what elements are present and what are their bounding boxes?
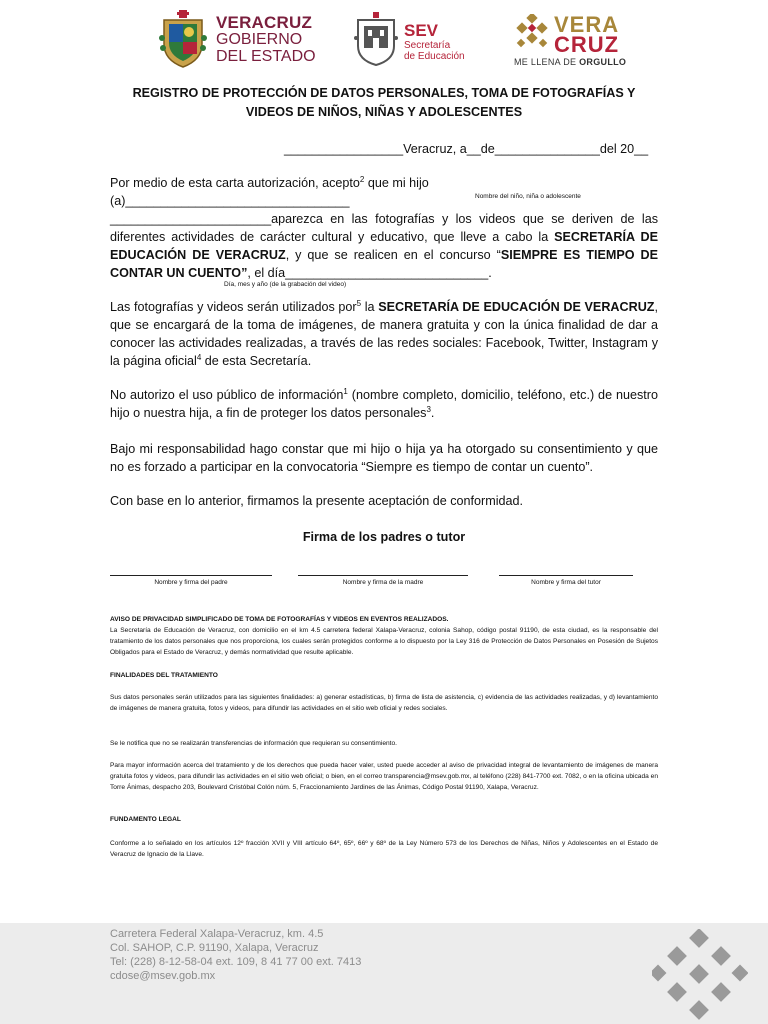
para3-a: Las fotografías y videos serán utilizados por bbox=[110, 300, 357, 314]
para4-sup: 1 bbox=[343, 386, 348, 396]
para3-sup2: 4 bbox=[196, 352, 202, 362]
veracruz-orgullo-logo bbox=[514, 11, 627, 67]
para2-b: SECRETARÍA DE EDUCACIÓN DE VERACRUZ bbox=[110, 230, 658, 262]
para-usage bbox=[110, 298, 658, 370]
para4-sup2: 3 bbox=[426, 404, 431, 414]
para3-sup: 5 bbox=[356, 298, 362, 308]
para3-d: , que se encargará de la toma de imágenes, de manera gratuita y con la única finalidad de dar a conocer las actividades realizadas, a través de las redes sociales: Facebook, Twitter, Instagram y la página oficial bbox=[110, 300, 658, 368]
footer-line2: Col. SAHOP, C.P. 91190, Xalapa, Veracruz bbox=[110, 942, 319, 954]
para2-c: , y que se realicen en el concurso “ bbox=[285, 248, 501, 262]
para2-e: , el día_____________________________. bbox=[247, 266, 492, 280]
veracruz-wordmark bbox=[554, 11, 620, 57]
gobierno-logo-text bbox=[216, 14, 316, 65]
vera-text: VERA bbox=[554, 11, 620, 37]
sev-building-icon bbox=[354, 12, 398, 71]
para2-a: _______________________aparezca en las fotografías y los videos que se deriven de las diferentes actividades de carácter cultural y educativo, que lleve a cabo la bbox=[110, 212, 658, 244]
footer-line3: Tel: (228) 8-12-58-04 ext. 109, 8 41 77 00 ext. 7413 bbox=[110, 956, 362, 968]
para4-c: . bbox=[430, 406, 435, 420]
signature-caption-mother: Nombre y firma de la madre bbox=[342, 579, 424, 586]
notice-heading2: FINALIDADES DEL TRATAMIENTO bbox=[110, 672, 218, 679]
gob-line3: DEL ESTADO bbox=[216, 47, 316, 65]
legal-basis-heading bbox=[110, 814, 658, 825]
cruz-text: CRUZ bbox=[554, 31, 620, 57]
signature-caption-tutor: Nombre y firma del tutor bbox=[531, 579, 601, 586]
footer-knot-pattern-icon bbox=[652, 929, 748, 1021]
treatment-purposes-heading bbox=[110, 670, 658, 681]
para3-e: de esta Secretaría. bbox=[201, 354, 312, 368]
sev-line3: de Educación bbox=[404, 50, 465, 62]
child-name-caption: Nombre del niño, niña o adolescente bbox=[475, 193, 581, 200]
transfers-notice: Se le notifica que no se realizarán transferencias de información que requieran su consentimiento. bbox=[110, 740, 397, 747]
more-info-notice: Para mayor información acerca del tratamiento y de los derechos que pueda hacer valer, usted puede acceder al aviso de privacidad integral de levantamiento de imágenes de manera gratuita fotos y videos, para difundir las actividades en el sitio web oficial; o bien, en el correo transparencia@msev.gob.mx, al teléfono (228) 841-7700 ext. 7082, o en la oficina ubicada en Torre Ánimas, despacho 203, Boulevard Cristóbal Colón núm. 5, Fraccionamiento Jardines de las Ánimas, Código Postal 91190, Xalapa, Veracruz. bbox=[110, 762, 658, 791]
gob-line1: VERACRUZ bbox=[216, 12, 313, 32]
veracruz-shield-icon bbox=[158, 10, 208, 68]
para3-c: SECRETARÍA DE EDUCACIÓN DE VERACRUZ bbox=[378, 300, 655, 314]
legal-basis-body: Conforme a lo señalado en los artículos 12º fracción XVII y VIII artículo 64º, 65º, 66º y 68º de la Ley Número 573 de los Derechos de Niñas, Niños y Adolescentes en el Estado de Veracruz de Ignacio de la Llave. bbox=[110, 840, 658, 858]
sev-line1: SEV bbox=[404, 20, 439, 40]
veracruz-tagline bbox=[514, 57, 626, 67]
para-responsibility: Bajo mi responsabilidad hago constar que mi hijo o hija ya ha otorgado su consentimiento y que no es forzado a participar en la convocatoria “Siempre es tiempo de contar un cuento”. bbox=[110, 442, 658, 474]
notice-heading: AVISO DE PRIVACIDAD SIMPLIFICADO DE TOMA DE FOTOGRAFÍAS Y VIDEOS EN EVENTOS REALIZADOS. bbox=[110, 616, 449, 623]
date-caption: Día, mes y año (de la grabación del video) bbox=[224, 281, 347, 288]
document-title: REGISTRO DE PROTECCIÓN DE DATOS PERSONALES, TOMA DE FOTOGRAFÍAS Y VIDEOS DE NIÑOS, NIÑAS Y ADOLESCENTES bbox=[132, 86, 636, 119]
gobierno-veracruz-logo bbox=[158, 10, 316, 68]
tagline-b: ORGULLO bbox=[579, 57, 627, 67]
para4-b: (nombre completo, domicilio, teléfono, etc.) de nuestro hijo o nuestra hija, a fin de proteger los datos personales bbox=[110, 388, 658, 420]
para1-b: que mi hijo (a)________________________________ bbox=[110, 176, 429, 208]
para2-d: SIEMPRE ES TIEMPO DE CONTAR UN CUENTO” bbox=[110, 248, 658, 280]
signature-caption-father: Nombre y firma del padre bbox=[154, 579, 228, 586]
privacy-notice-body: La Secretaría de Educación de Veracruz, con domicilio en el km 4.5 carretera federal Xalapa-Veracruz, colonia Sahop, código postal 91190, de esta ciudad, es la responsable del tratamiento de los datos personales que nos proporciona, los cuales serán protegidos conforme a lo dispuesto por la Ley 316 de Protección de Datos Personales en Posesión de Sujetos Obligados para el Estado de Veracruz, y demás normatividad que resulte aplicable. bbox=[110, 627, 658, 656]
gob-line2: GOBIERNO bbox=[216, 30, 303, 48]
sev-logo-text bbox=[404, 22, 465, 62]
sev-line2: Secretaría bbox=[404, 39, 451, 51]
signature-line-father bbox=[110, 575, 272, 576]
para3-b: la bbox=[361, 300, 379, 314]
footer-address bbox=[110, 927, 361, 983]
para1-a: Por medio de esta carta autorización, acepto bbox=[110, 176, 360, 190]
treatment-purposes-body: Sus datos personales serán utilizados para las siguientes finalidades: a) generar estadísticas, b) firma de lista de asistencia, c) evidencia de las actividades realizadas, y d) levantamiento de imágenes de manera gratuita, fotos y videos, para difundir las actividades en el sitio web oficial y redes sociales. bbox=[110, 694, 658, 712]
signature-line-tutor bbox=[499, 575, 633, 576]
sev-logo bbox=[354, 12, 465, 71]
para-appearance bbox=[110, 210, 658, 282]
notice-heading3: FUNDAMENTO LEGAL bbox=[110, 816, 181, 823]
document-header bbox=[0, 0, 768, 76]
para1-sup: 2 bbox=[359, 174, 365, 184]
footer-email: cdose@msev.gob.mx bbox=[110, 970, 216, 982]
signature-line-mother bbox=[298, 575, 468, 576]
document-footer bbox=[0, 923, 768, 1024]
footer-line1: Carretera Federal Xalapa-Veracruz, km. 4.5 bbox=[110, 928, 324, 940]
privacy-notice-heading bbox=[110, 614, 658, 625]
veracruz-knot-icon bbox=[514, 14, 550, 55]
para-no-authorization bbox=[110, 386, 658, 422]
para-conformity: Con base en lo anterior, firmamos la presente aceptación de conformidad. bbox=[110, 494, 524, 508]
para-authorization bbox=[110, 174, 658, 210]
para4-a: No autorizo el uso público de información bbox=[110, 388, 344, 402]
signature-heading: Firma de los padres o tutor bbox=[302, 530, 466, 544]
date-line: _________________Veracruz, a__de_______________del 20__ bbox=[284, 142, 649, 156]
tagline-a: ME LLENA DE bbox=[514, 57, 580, 67]
